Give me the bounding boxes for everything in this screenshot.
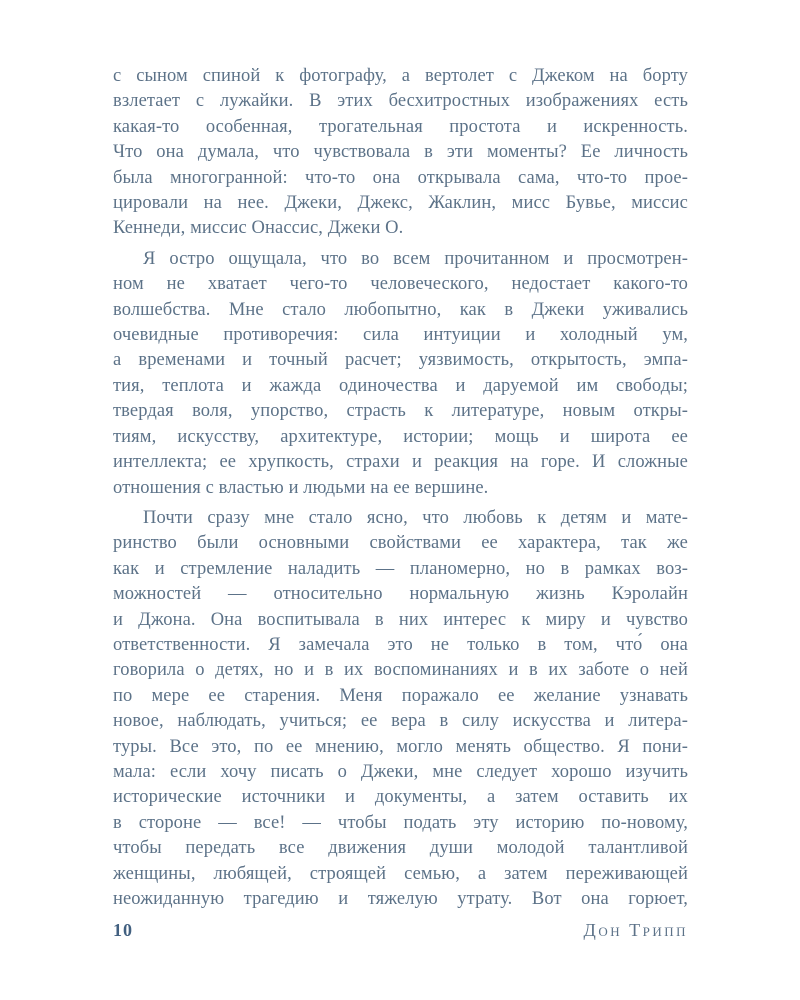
text-line: как и стремление наладить — планомерно, но в рамках воз- xyxy=(113,558,688,579)
text-line: по мере ее старения. Меня поражало ее желание узнавать xyxy=(113,685,688,706)
text-line: и Джона. Она воспитывала в них интерес к миру и чувство xyxy=(113,609,688,630)
text-line: говорила о детях, но и в их воспоминаниях и в их заботе о ней xyxy=(113,660,688,681)
text-line: Я остро ощущала, что во всем прочитанном и просмотрен- xyxy=(143,248,688,269)
text-line: туры. Все это, по ее мнению, могло менять общество. Я пони- xyxy=(113,736,688,757)
text-line: ринство были основными свойствами ее характера, так же xyxy=(113,533,688,554)
paragraph xyxy=(113,247,688,501)
text-line: Почти сразу мне стало ясно, что любовь к детям и мате- xyxy=(143,507,688,528)
text-line: волшебства. Мне стало любопытно, как в Джеки уживались xyxy=(113,299,688,320)
text-line: новое, наблюдать, учиться; ее вера в силу искусства и литера- xyxy=(113,711,688,732)
text-line: Что она думала, что чувствовала в эти моменты? Ее личность xyxy=(113,142,688,163)
page-footer xyxy=(113,920,688,941)
text-line: взлетает с лужайки. В этих бесхитростных изображениях есть xyxy=(113,91,688,112)
text-line: исторические источники и документы, а затем оставить их xyxy=(113,787,688,808)
text-line: женщины, любящей, строящей семью, а затем переживающей xyxy=(113,863,688,884)
text-line: была многогранной: что-то она открывала сама, что-то прое- xyxy=(113,167,688,188)
text-line: можностей — относительно нормальную жизнь Кэролайн xyxy=(113,584,688,605)
paragraph xyxy=(113,64,688,242)
text-line: Кеннеди, миссис Онассис, Джеки О. xyxy=(113,218,404,239)
text-line: очевидные противоречия: сила интуиции и холодный ум, xyxy=(113,325,688,346)
text-line: цировали на нее. Джеки, Джекс, Жаклин, мисс Бувье, миссис xyxy=(113,193,688,214)
text-line: чтобы передать все движения души молодой талантливой xyxy=(113,838,688,859)
page-number: 10 xyxy=(113,920,133,940)
text-line: мала: если хочу писать о Джеки, мне следует хорошо изучить xyxy=(113,761,688,782)
text-line: с сыном спиной к фотографу, а вертолет с Джеком на борту xyxy=(113,66,688,86)
text-line: твердая воля, упорство, страсть к литературе, новым откры- xyxy=(113,401,688,422)
page-text xyxy=(113,64,688,917)
text-line: интеллекта; ее хрупкость, страхи и реакция на горе. И сложные xyxy=(113,452,688,473)
text-line: неожиданную трагедию и тяжелую утрату. Вот она горюет, xyxy=(113,889,688,909)
running-head: Дон Трипп xyxy=(583,920,688,940)
text-line: какая-то особенная, трогательная простота и искренность. xyxy=(113,116,688,137)
text-line: в стороне — все! — чтобы подать эту историю по-новому, xyxy=(113,812,688,833)
text-line: а временами и точный расчет; уязвимость, открытость, эмпа- xyxy=(113,350,688,371)
text-line: ответственности. Я замечала это не только в том, что́ она xyxy=(113,634,688,655)
text-line: ном не хватает чего-то человеческого, недостает какого-то xyxy=(113,274,688,295)
text-line: тиям, искусству, архитектуре, истории; мощь и широта ее xyxy=(113,426,688,447)
text-line: отношения с властью и людьми на ее вершине. xyxy=(113,477,489,498)
text-line: тия, теплота и жажда одиночества и даруемой им свободы; xyxy=(113,375,688,396)
paragraph xyxy=(113,506,688,913)
